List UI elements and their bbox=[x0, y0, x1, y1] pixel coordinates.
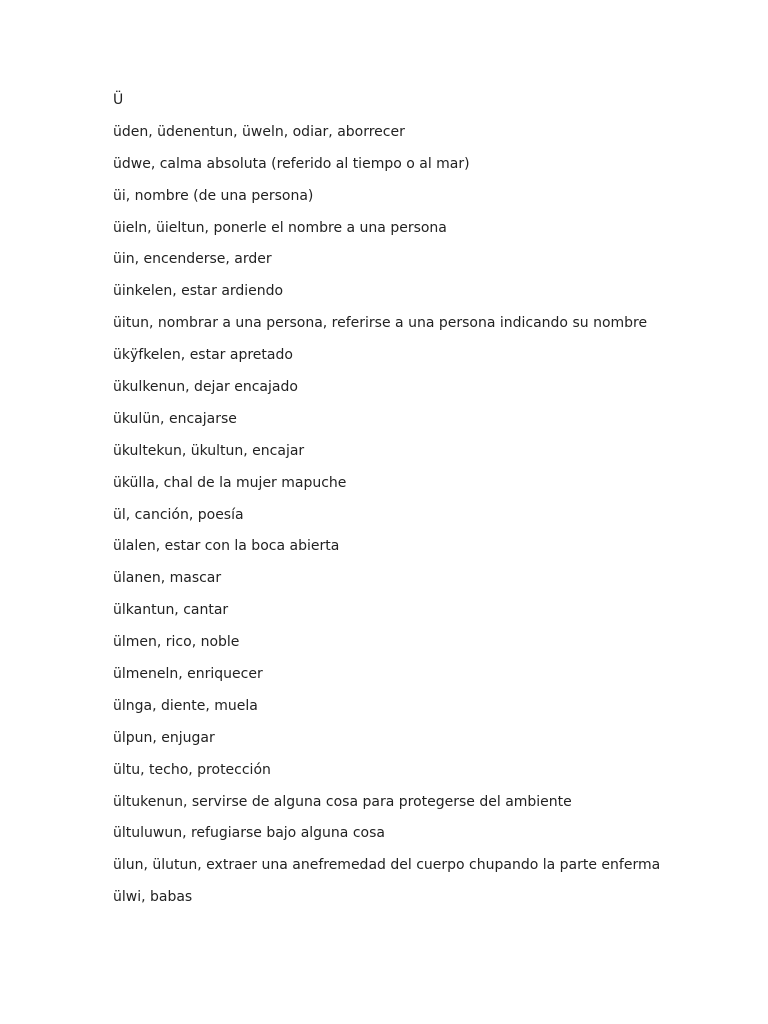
glossary-entry: ülalen, estar con la boca abierta bbox=[113, 538, 340, 555]
glossary-entry: ülun, ülutun, extraer una anefremedad del cuerpo chupando la parte enferma bbox=[113, 857, 661, 874]
glossary-entry: ükulkenun, dejar encajado bbox=[113, 379, 298, 396]
glossary-entry: ül, canción, poesía bbox=[113, 506, 244, 523]
glossary-entry: ülkantun, cantar bbox=[113, 602, 229, 619]
glossary-list bbox=[113, 91, 733, 920]
glossary-entry: üitun, nombrar a una persona, referirse a una persona indicando su nombre bbox=[113, 315, 648, 332]
glossary-entry: ültu, techo, protección bbox=[113, 761, 271, 778]
glossary-entry: ükulün, encajarse bbox=[113, 410, 237, 427]
glossary-entry: üieln, üieltun, ponerle el nombre a una persona bbox=[113, 219, 447, 236]
glossary-entry: ülpun, enjugar bbox=[113, 729, 215, 746]
glossary-entry: ükultekun, ükultun, encajar bbox=[113, 442, 305, 459]
glossary-entry: ültuluwun, refugiarse bajo alguna cosa bbox=[113, 825, 385, 842]
glossary-entry: üi, nombre (de una persona) bbox=[113, 187, 314, 204]
glossary-entry: üden, üdenentun, üweln, odiar, aborrecer bbox=[113, 123, 405, 140]
glossary-entry: üdwe, calma absoluta (referido al tiempo o al mar) bbox=[113, 155, 470, 172]
glossary-entry: ülanen, mascar bbox=[113, 570, 222, 587]
glossary-entry: ülnga, diente, muela bbox=[113, 697, 258, 714]
glossary-entry: ülwi, babas bbox=[113, 889, 193, 906]
glossary-entry: üinkelen, estar ardiendo bbox=[113, 283, 284, 300]
glossary-entry: ükӱfkelen, estar apretado bbox=[113, 347, 293, 364]
glossary-entry: ültukenun, servirse de alguna cosa para protegerse del ambiente bbox=[113, 793, 572, 810]
section-letter-heading: Ü bbox=[113, 92, 124, 108]
glossary-entry: ülmeneln, enriquecer bbox=[113, 666, 263, 683]
glossary-entry: üin, encenderse, arder bbox=[113, 251, 272, 268]
glossary-entry: ülmen, rico, noble bbox=[113, 634, 240, 651]
glossary-entry: ükülla, chal de la mujer mapuche bbox=[113, 474, 347, 491]
